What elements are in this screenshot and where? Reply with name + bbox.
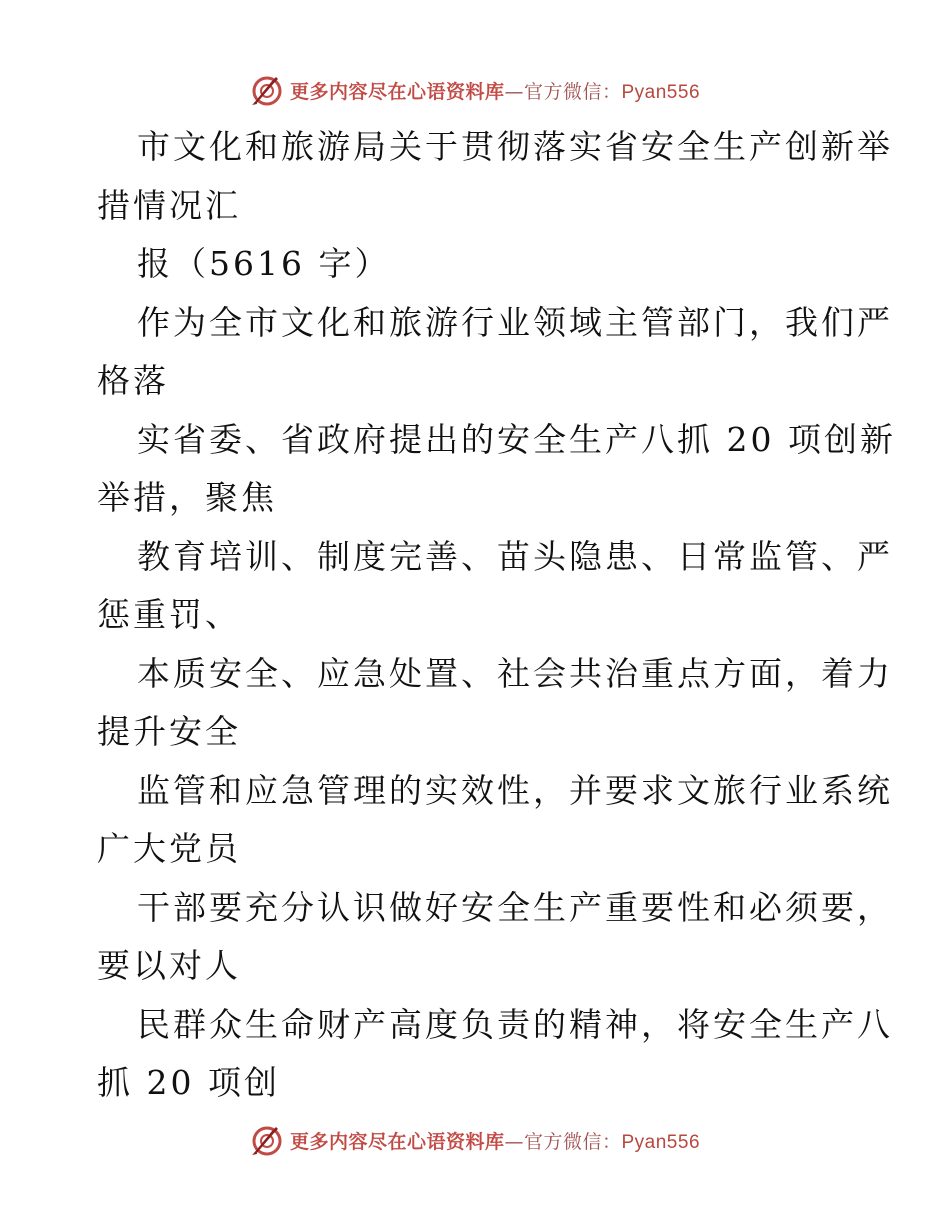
text-line: 民群众生命财产高度负责的精神，将安全生产八	[137, 1004, 893, 1044]
brush-logo-icon	[250, 1123, 284, 1157]
text-line: 市文化和旅游局关于贯彻落实省安全生产创新举	[137, 127, 893, 166]
text-line: 实省委、省政府提出的安全生产八抓 20 项创新	[137, 419, 896, 459]
text-line: 作为全市文化和旅游行业领域主管部门，我们严	[137, 302, 893, 342]
document-body	[97, 118, 896, 1113]
brush-logo-icon	[250, 73, 284, 107]
watermark-wechat-label: 官方微信：	[523, 80, 622, 103]
watermark-wechat-label: 官方微信：	[523, 1130, 622, 1153]
text-line: 广大党员	[97, 829, 241, 868]
watermark-site-text: 更多内容尽在心语资料库	[289, 1130, 505, 1153]
text-line: 监管和应急管理的实效性，并要求文旅行业系统	[137, 770, 893, 810]
text-line: 报（5616 字）	[137, 244, 391, 283]
text-line: 提升安全	[97, 712, 241, 751]
text-line: 惩重罚、	[97, 595, 241, 634]
watermark-wechat-id: Pyan556	[621, 1131, 701, 1153]
text-line: 要以对人	[97, 946, 241, 985]
header-watermark	[0, 70, 950, 110]
text-line: 教育培训、制度完善、苗头隐患、日常监管、严	[137, 536, 893, 576]
text-line: 本质安全、应急处置、社会共治重点方面，着力	[137, 653, 893, 693]
watermark-separator: —	[504, 80, 524, 103]
watermark-site-text: 更多内容尽在心语资料库	[289, 80, 505, 103]
watermark-separator: —	[504, 1130, 524, 1153]
text-line: 干部要充分认识做好安全生产重要性和必须要，	[137, 887, 893, 927]
text-line: 抓 20 项创	[97, 1063, 280, 1102]
text-line: 措情况汇	[97, 185, 241, 225]
watermark-wechat-id: Pyan556	[621, 81, 701, 103]
text-line: 举措，聚焦	[97, 478, 277, 517]
footer-watermark	[0, 1120, 950, 1160]
text-line: 格落	[97, 361, 169, 400]
